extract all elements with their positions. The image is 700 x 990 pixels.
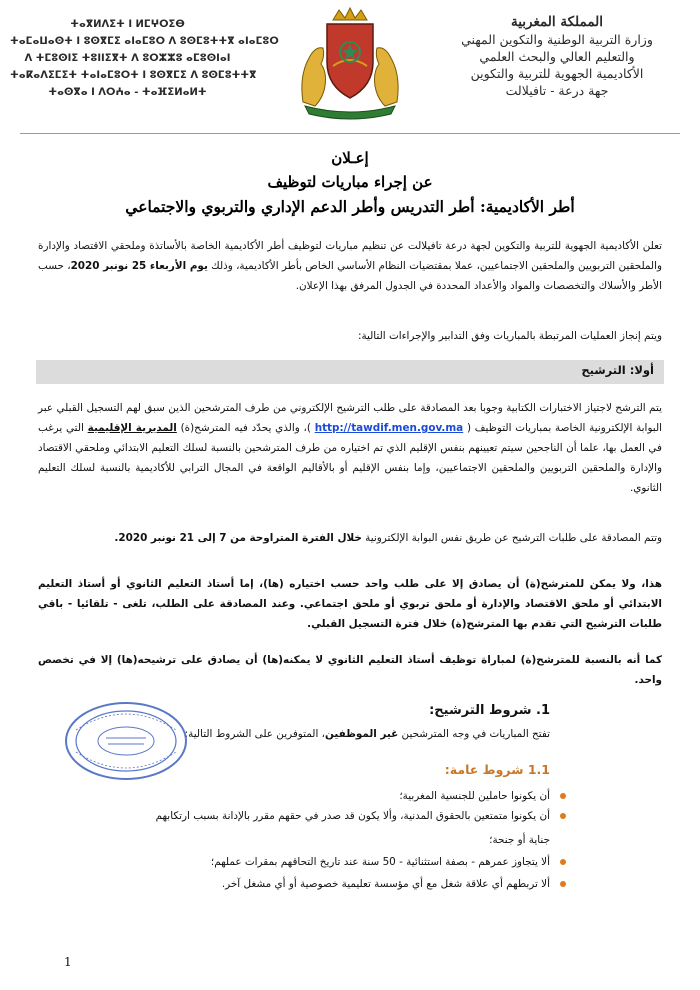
announcement-title xyxy=(40,146,660,220)
intro-paragraph xyxy=(38,236,662,296)
official-stamp-icon xyxy=(62,700,190,782)
non-employees-text: غير الموظفين xyxy=(325,728,399,740)
condition-bullet xyxy=(38,852,550,872)
tawdif-portal-link[interactable]: http://tawdif.men.gov.ma xyxy=(314,422,464,434)
header-line: ⵜⴰⵎⴰⵡⴰⵙⵜ ⵏ ⵓⵙⴳⵎⵉ ⴰⵏⴰⵎⵓⵔ ⴷ ⵓⵙⵎⵓⵜⵜⴳ ⴰⵏⴰⵎⵓⵔ xyxy=(10,36,279,47)
candidacy-conditions-heading: 1. شروط الترشيح: xyxy=(429,703,550,718)
candidacy-text: التي يرغب في العمل بها، علما أن الناجحين سيتم تعيينهم بنفس الإقليم الذي تم اختياره من طرف المترشحين بالنسبة لسلك التعليم الابتدائي وملحقي الاقتصاد والإدارة والملحقين التربويين والملحقين الاجتماعيين، وإما بنفس الإقليم أو بالأقاليم الواقعة في المجال الترابي للأكاديمية بالنسبة لسلك التعليم الثانوي. xyxy=(38,422,662,494)
condition-text: ألا تربطهم أي علاقة شغل مع أي مؤسسة تعليمية خصوصية أو أي مشغل آخر. xyxy=(221,878,550,890)
validation-text: وتتم المصادقة على طلبات الترشيح عن طريق نفس البوابة الإلكترونية xyxy=(361,532,662,544)
provincial-directorate-text: المديرية الإقليمية xyxy=(87,422,177,434)
header-line: والتعليم العالي والبحث العلمي xyxy=(479,49,635,64)
bullet-icon xyxy=(560,813,566,819)
candidacy-text: )، والذي يحدّد فيه المترشح(ة) xyxy=(176,422,315,434)
header-line: المملكة المغربية xyxy=(510,14,604,30)
validation-paragraph xyxy=(38,528,662,548)
conditions-text: ، المتوفرين على الشروط التالية: xyxy=(184,728,326,740)
intro-text: تعلن الأكاديمية الجهوية للتربية والتكوين لجهة درعة تافيلالت عن تنظيم مباريات لتوظيف أطر الأكاديمية الخاصة بالأساتذة وملحقي الاقتصاد والإدارة والملحقين التربويين والملحقين الاجتماعيين، عملا بمقتضيات النظام الأساسي الخاص بأطر الأكاديمية، وذلك xyxy=(38,240,662,272)
condition-bullet xyxy=(38,874,550,894)
section-heading-candidacy xyxy=(36,360,664,384)
bullet-icon xyxy=(560,881,566,887)
validation-period: خلال الفترة المتراوحة من 7 إلى 21 نونبر 2020. xyxy=(114,532,362,544)
title-line: أطر الأكاديمية: أطر التدريس وأطر الدعم الإداري والتربوي والاجتماعي xyxy=(125,197,575,216)
header-line: ⵜⴰⴳⵍⴷⵉⵜ ⵏ ⵍⵎⵖⵔⵉⴱ xyxy=(70,19,185,30)
candidacy-text: يتم الترشح لاجتياز الاختبارات الكتابية وجوبا بعد المصادقة على طلب الترشيح الإلكتروني من طرف المترشحين الذين سبق لهم التسجيل القبلي عبر البوابة الإلكترونية الخاصة بمباريات التوظيف ( xyxy=(38,402,662,434)
header-line: وزارة التربية الوطنية والتكوين المهني xyxy=(461,32,653,47)
header-line: الأكاديمية الجهوية للتربية والتكوين xyxy=(470,66,644,81)
intro-procedures: ويتم إنجاز العمليات المرتبطة بالمباريات وفق التدابير والإجراءات التالية: xyxy=(357,330,662,342)
bullet-icon xyxy=(560,859,566,865)
secondary-specialty-paragraph: كما أنه بالنسبة للمترشح(ة) لمباراة توظيف أستاذ التعليم الثانوي لا يمكنه(ها) أن يصادق على ترشيحه(ها) إلا في تخصص واحد. xyxy=(38,654,662,686)
intro-text: ، حسب الأطر والأسلاك والتخصصات والمواد والأعداد المحددة في الجدول المرفق بهذا الإعلان. xyxy=(38,260,662,292)
header-line: جهة درعة - تافيلالت xyxy=(505,83,609,98)
intro-date: يوم الأربعاء 25 نونبر 2020 xyxy=(70,260,208,272)
section-heading-text: أولا: الترشيح xyxy=(581,363,654,377)
candidacy-paragraph xyxy=(38,398,662,498)
condition-text: أن يكونوا حاملين للجنسية المغربية؛ xyxy=(399,790,550,802)
header-ministry-tifinagh xyxy=(10,16,279,101)
condition-continuation: جناية أو جنحة؛ xyxy=(489,834,550,846)
general-conditions-heading: 1.1 شروط عامة: xyxy=(444,762,550,777)
condition-text: ألا يتجاوز عمرهم - بصفة استثنائية - 50 سنة عند تاريخ التحاقهم بمقرات عملهم؛ xyxy=(210,856,550,868)
page-number: 1 xyxy=(64,955,72,969)
header-line: ⵜⴰⴽⴰⴷⵉⵎⵉⵜ ⵜⴰⵏⴰⵎⵓⵔⵜ ⵏ ⵓⵙⴳⵎⵉ ⴷ ⵓⵙⵎⵓⵜⵜⴳ xyxy=(10,70,257,81)
header-divider xyxy=(20,133,680,134)
header-ministry-arabic xyxy=(432,14,682,99)
bullet-icon xyxy=(560,793,566,799)
single-application-paragraph: هذا، ولا يمكن للمترشح(ة) أن يصادق إلا على طلب واحد حسب اختياره (ها)، إما أستاذ التعليم الثانوي أو أستاذ التعليم الابتدائي أو ملحق الاقتصاد والإدارة أو ملحق تربوي أو ملحق اجتماعي. وعند المصادقة على الطلب، تلغى - تلقائيا - باقي طلبات الترشيح التي تقدم بها المترشح(ة) خلال فترة التسجيل القبلي. xyxy=(38,578,662,630)
condition-bullet xyxy=(38,786,550,806)
header-line: ⵜⴰⵙⴳⴰ ⵏ ⴷⵔⵄⴰ - ⵜⴰⴼⵉⵍⴰⵍⵜ xyxy=(48,87,207,98)
condition-bullet xyxy=(38,806,550,826)
header-line: ⴷ ⵜⵎⵓⵙⵏⵉ ⵜⵓⵏⵏⵉⴳⵜ ⴷ ⵓⵔⵣⵣⵓ ⴰⵎⵓⵙⵏⴰⵏ xyxy=(24,53,231,64)
condition-text: أن يكونوا متمتعين بالحقوق المدنية، وألا يكون قد صدر في حقهم مقرر بالإدانة بسبب ارتكابهم xyxy=(155,810,550,822)
title-line: إعـلان xyxy=(331,149,369,167)
coat-of-arms-icon xyxy=(285,6,415,118)
title-line: عن إجراء مباريات لتوظيف xyxy=(267,173,433,191)
conditions-text: تفتح المباريات في وجه المترشحين xyxy=(398,728,550,740)
